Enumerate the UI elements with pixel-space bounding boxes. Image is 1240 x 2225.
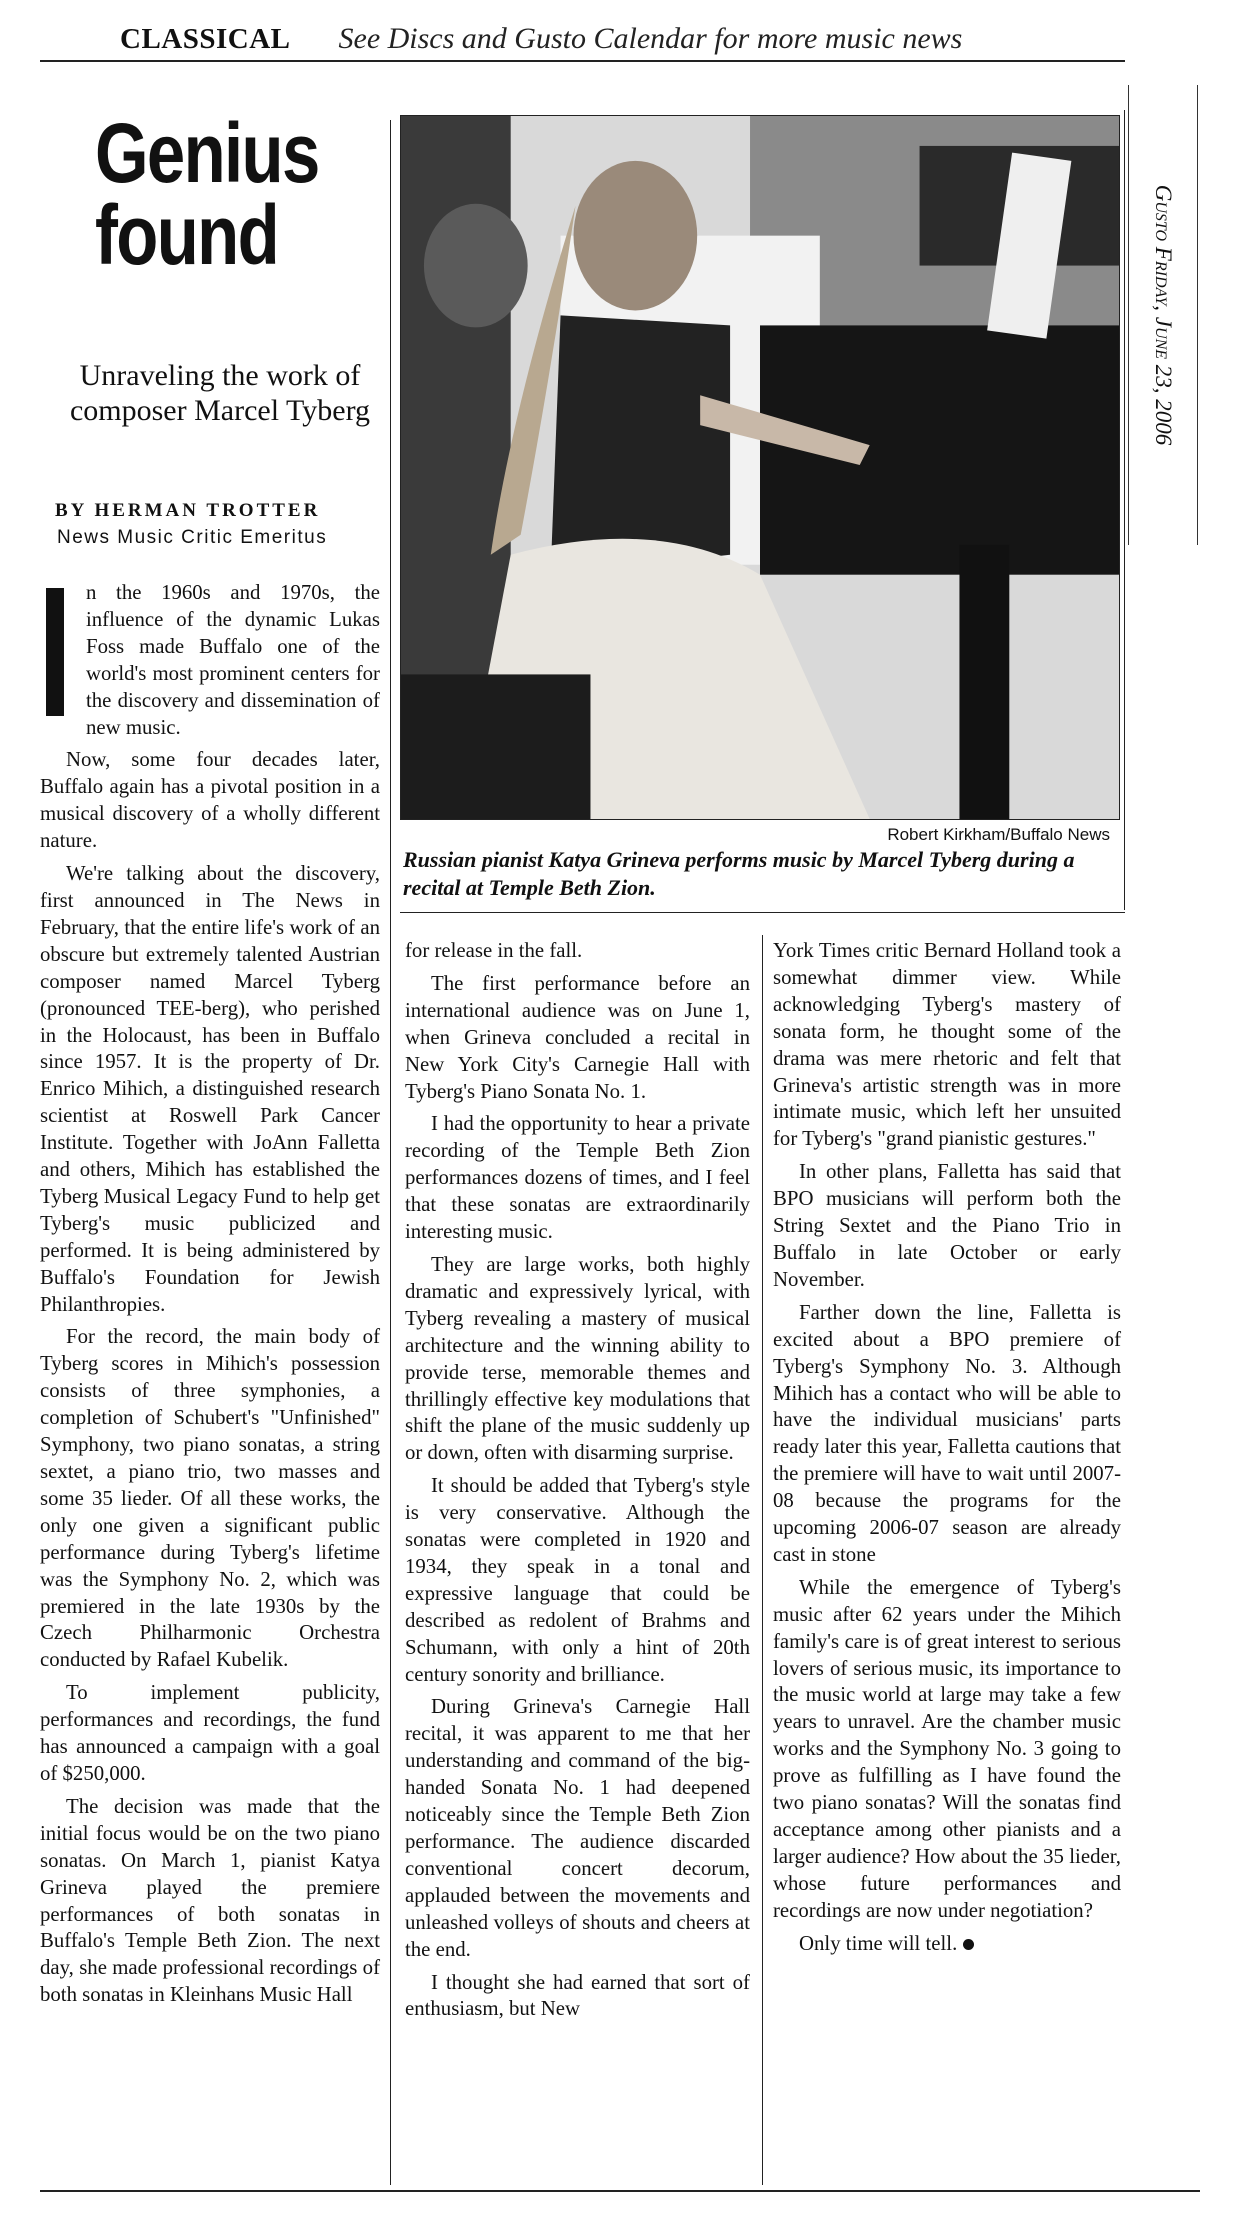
headline bbox=[95, 106, 319, 283]
column-rule-right bbox=[762, 935, 763, 2185]
headline-line-2: found bbox=[95, 188, 279, 283]
paragraph: Now, some four decades later, Buffalo again has a pivotal position in a musical discovery of a wholly different nature. bbox=[40, 748, 380, 853]
paragraph: They are large works, both highly dramatic and expressively lyrical, with Tyberg revealing a mastery of musical architecture and the winning ability to provide terse, memorable themes and thrillingly effective key modulations that shift the plane of the music suddenly up or down, often with disarming surprise. bbox=[405, 1252, 750, 1465]
section-header bbox=[40, 18, 1125, 62]
footer-rule bbox=[40, 2190, 1200, 2192]
photo-credit: Robert Kirkham/Buffalo News bbox=[887, 825, 1110, 844]
photo-caption: Russian pianist Katya Grineva performs music by Marcel Tyberg during a recital at Temple Beth Zion. bbox=[403, 847, 1075, 901]
paragraph bbox=[773, 1931, 1121, 1958]
author-title: News Music Critic Emeritus bbox=[57, 527, 328, 548]
paragraph: To implement publicity, performances and recordings, the fund has announced a campaign with a goal of $250,000. bbox=[40, 1681, 380, 1785]
article-photo bbox=[400, 115, 1120, 820]
article-column-3 bbox=[773, 938, 1121, 1964]
paragraph: The first performance before an international audience was on June 1, when Grineva concluded a recital in New York City's Carnegie Hall with Tyberg's Piano Sonata No. 1. bbox=[405, 971, 750, 1103]
article-column-2 bbox=[405, 938, 750, 2029]
caption-rule bbox=[400, 912, 1125, 913]
paragraph: The decision was made that the initial focus would be on the two piano sonatas. On March 1, pianist Katya Grineva played the premiere performances of both sonatas in Buffalo's Temple Beth Zion. The next day, she made professional recordings of both sonatas in Kleinhans Music Hall bbox=[40, 1794, 380, 2007]
byline: BY HERMAN TROTTER bbox=[55, 500, 321, 521]
section-name: CLASSICAL bbox=[120, 22, 291, 55]
subheadline: Unraveling the work of composer Marcel Tyberg bbox=[69, 359, 371, 428]
paragraph: Farther down the line, Falletta is excited about a BPO premiere of Tyberg's Symphony No. 3. Although Mihich has a contact who will be able to have the individual musicians' parts ready later this year, Falletta cautions that the premiere will have to wait until 2007-08 because the programs for the upcoming 2006-07 season are already cast in stone bbox=[773, 1300, 1121, 1566]
column-rule-left bbox=[390, 120, 391, 2185]
headline-line-1: Genius bbox=[95, 106, 319, 200]
paragraph: We're talking about the discovery, first announced in The News in February, that the entire life's work of an obscure but extremely talented Austrian composer named Marcel Tyberg (pronounced TEE-berg), who perished in the Holocaust, has been in Buffalo since 1957. It is the property of Dr. Enrico Mihich, a distinguished research scientist at Roswell Park Cancer Institute. Together with JoAnn Falletta and others, Mihich has established the Tyberg Musical Legacy Fund to help get Tyberg's music publicized and performed. It is being administered by Buffalo's Foundation for Jewish Philanthropies. bbox=[40, 862, 380, 1316]
dateline-sidebar bbox=[1128, 85, 1198, 545]
drop-cap bbox=[46, 588, 64, 716]
end-mark-icon bbox=[963, 1939, 974, 1950]
paragraph: For the record, the main body of Tyberg scores in Mihich's possession consists of three symphonies, a completion of Schubert's "Unfinished" Symphony, two piano sonatas, a string sextet, a piano trio, two masses and some 35 lieder. Of all these works, the only one given a significant public performance during Tyberg's lifetime was the Symphony No. 2, which was premiered in the late 1930s by the Czech Philharmonic Orchestra conducted by Rafael Kubelik. bbox=[40, 1325, 380, 1672]
closing-line: Only time will tell. bbox=[799, 1931, 958, 1955]
photo-rule-right bbox=[1124, 110, 1125, 910]
section-tagline: See Discs and Gusto Calendar for more music news bbox=[338, 22, 963, 55]
paragraph: for release in the fall. bbox=[405, 939, 583, 962]
paragraph: While the emergence of Tyberg's music after 62 years under the Mihich family's care is of great interest to serious lovers of serious music, its importance to the music world at large may take a few years to unravel. Are the chamber music works and the Symphony No. 3 going to prove as fulfilling as I have found the two piano sonatas? Will the sonatas find acceptance among other pianists and a larger audience? How about the 35 lieder, whose future performances and recordings are now under negotiation? bbox=[773, 1575, 1121, 1922]
paragraph: I thought she had earned that sort of enthusiasm, but New bbox=[405, 1970, 750, 2021]
paragraph: York Times critic Bernard Holland took a somewhat dimmer view. While acknowledging Tyberg's mastery of sonata form, he thought some of the drama was mere rhetoric and felt that Grineva's artistic strength was in more intimate music, which left her unsuited for Tyberg's "grand pianistic gestures." bbox=[773, 939, 1121, 1151]
paragraph: It should be added that Tyberg's style is very conservative. Although the sonatas were completed in 1920 and 1934, they speak in a tonal and expressive language that could be described as redolent of Brahms and Schumann, with only a hint of 20th century sonority and brilliance. bbox=[405, 1474, 750, 1686]
paragraph: In other plans, Falletta has said that BPO musicians will perform both the String Sextet and the Piano Trio in Buffalo in late October or early November. bbox=[773, 1160, 1121, 1291]
dateline: Gusto Friday, June 23, 2006 bbox=[1151, 184, 1176, 446]
paragraph: I had the opportunity to hear a private recording of the Temple Beth Zion performances dozens of times, and I feel that these sonatas are extraordinarily interesting music. bbox=[405, 1112, 750, 1244]
pianist-photo-illustration bbox=[401, 116, 1119, 819]
article-column-1 bbox=[40, 580, 380, 2015]
paragraph: n the 1960s and 1970s, the influence of the dynamic Lukas Foss made Buffalo one of the world's most prominent centers for the discovery and dissemination of new music. bbox=[40, 580, 380, 741]
paragraph: During Grineva's Carnegie Hall recital, it was apparent to me that her understanding and command of the big-handed Sonata No. 1 had deepened noticeably since the Temple Beth Zion performance. The audience discarded conventional concert decorum, applauded between the movements and unleashed volleys of shouts and cheers at the end. bbox=[405, 1695, 750, 1961]
